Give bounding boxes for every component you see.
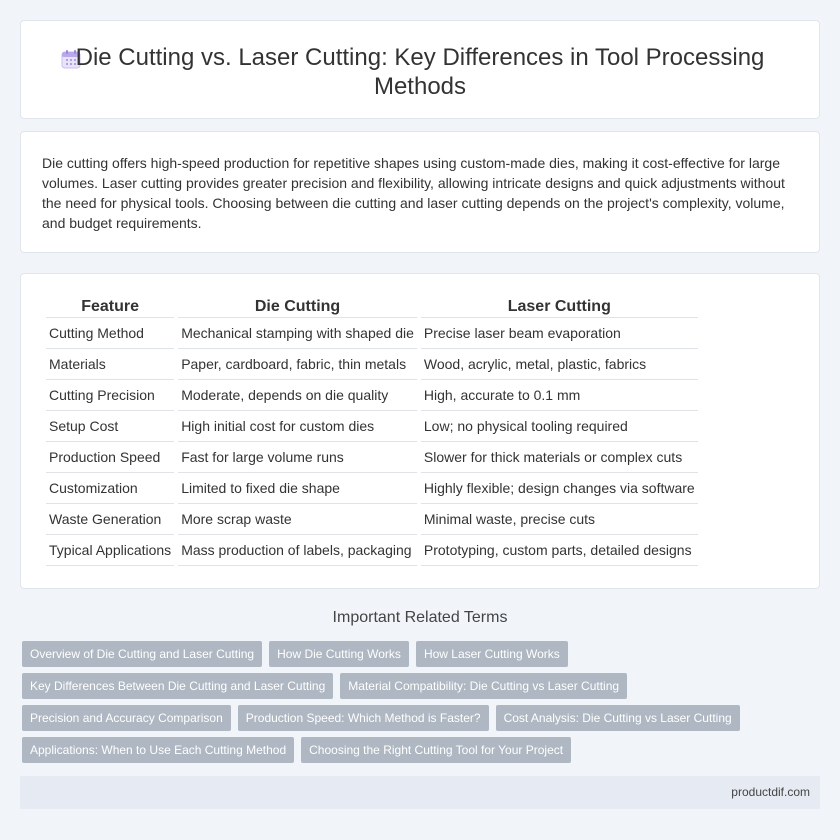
tag-row [22,673,822,699]
cell-die: More scrap waste [178,504,417,535]
related-tag[interactable]: Precision and Accuracy Comparison [22,705,231,731]
tag-row [22,737,822,763]
cell-laser: Prototyping, custom parts, detailed designs [421,535,698,566]
comparison-table [42,296,702,566]
cell-feature: Waste Generation [46,504,174,535]
related-tag[interactable]: Key Differences Between Die Cutting and Laser Cutting [22,673,333,699]
table-row [46,473,698,504]
table-row [46,318,698,349]
table-row [46,380,698,411]
cell-laser: Highly flexible; design changes via software [421,473,698,504]
header-die-cutting: Die Cutting [178,296,417,318]
footer-site-name: productdif.com [731,785,810,799]
related-tag[interactable]: Overview of Die Cutting and Laser Cutting [22,641,262,667]
intro-card [20,131,820,253]
related-tag[interactable]: Choosing the Right Cutting Tool for Your Project [301,737,571,763]
tag-row [22,705,822,731]
cell-laser: Wood, acrylic, metal, plastic, fabrics [421,349,698,380]
related-tag[interactable]: Material Compatibility: Die Cutting vs Laser Cutting [340,673,627,699]
cell-laser: Low; no physical tooling required [421,411,698,442]
related-tag[interactable]: How Laser Cutting Works [416,641,568,667]
page-title: Die Cutting vs. Laser Cutting: Key Differences in Tool Processing Methods [75,44,765,100]
footer-bar [20,776,820,809]
cell-die: Paper, cardboard, fabric, thin metals [178,349,417,380]
table-row [46,411,698,442]
related-tag[interactable]: Applications: When to Use Each Cutting Method [22,737,294,763]
cell-feature: Typical Applications [46,535,174,566]
related-tag[interactable]: Cost Analysis: Die Cutting vs Laser Cutting [496,705,740,731]
related-terms-heading: Important Related Terms [332,609,508,626]
cell-laser: Slower for thick materials or complex cuts [421,442,698,473]
cell-feature: Setup Cost [46,411,174,442]
table-row [46,504,698,535]
header-laser-cutting: Laser Cutting [421,296,698,318]
intro-paragraph: Die cutting offers high-speed production for repetitive shapes using custom-made dies, making it cost-effective for large volumes. Laser cutting provides greater precision and flexibility, allowing intricate designs and quick adjustments without the need for physical tools. Choosing between die cutting and laser cutting depends on the project's complexity, volume, and budget requirements. [42,155,785,231]
cell-die: High initial cost for custom dies [178,411,417,442]
cell-feature: Production Speed [46,442,174,473]
tag-row [22,641,822,667]
table-row [46,349,698,380]
cell-die: Moderate, depends on die quality [178,380,417,411]
cell-feature: Cutting Method [46,318,174,349]
cell-laser: Minimal waste, precise cuts [421,504,698,535]
cell-feature: Cutting Precision [46,380,174,411]
table-header-row [46,296,698,318]
cell-laser: High, accurate to 0.1 mm [421,380,698,411]
comparison-card [20,273,820,589]
cell-laser: Precise laser beam evaporation [421,318,698,349]
cell-feature: Materials [46,349,174,380]
cell-die: Mechanical stamping with shaped die [178,318,417,349]
cell-feature: Customization [46,473,174,504]
table-row [46,535,698,566]
header-feature: Feature [46,296,174,318]
related-terms-tags [22,641,822,769]
cell-die: Mass production of labels, packaging [178,535,417,566]
cell-die: Limited to fixed die shape [178,473,417,504]
table-row [46,442,698,473]
title-card [20,20,820,119]
cell-die: Fast for large volume runs [178,442,417,473]
related-tag[interactable]: Production Speed: Which Method is Faster? [238,705,489,731]
related-tag[interactable]: How Die Cutting Works [269,641,409,667]
